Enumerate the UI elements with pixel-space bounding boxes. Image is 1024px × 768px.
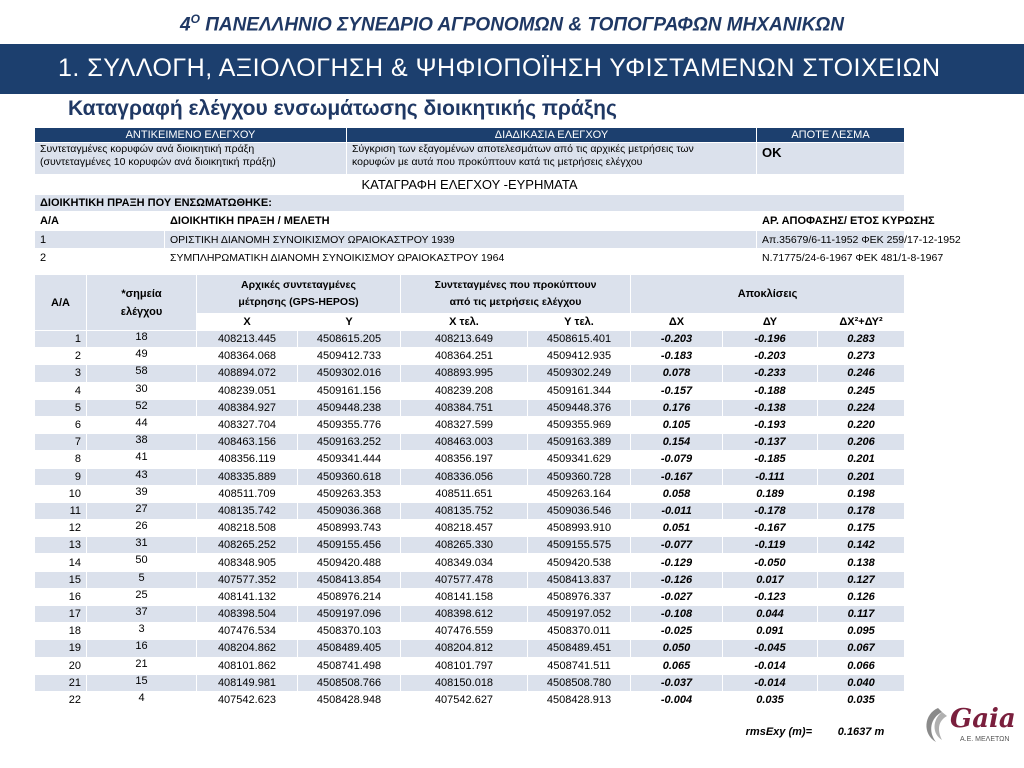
cell-x-final: 408218.457 — [401, 520, 528, 537]
cell-y-final: 4509360.728 — [528, 468, 631, 485]
footer-blank — [401, 709, 528, 739]
point-row — [35, 674, 905, 691]
cell-aa: 9 — [35, 468, 87, 485]
header-dx: ΔΧ — [631, 314, 723, 331]
cell-dy: -0.203 — [723, 348, 818, 365]
cell-aa: 12 — [35, 520, 87, 537]
cell-dxy: 0.067 — [818, 640, 905, 657]
col-header-object: ΑΝΤΙΚΕΙΜΕΝΟ ΕΛΕΓΧΟΥ — [35, 128, 347, 143]
cell-x: 408218.508 — [197, 520, 298, 537]
cell-x: 408463.156 — [197, 434, 298, 451]
company-logo — [920, 700, 1020, 750]
cell-dxy: 0.142 — [818, 537, 905, 554]
cell-dxy: 0.117 — [818, 606, 905, 623]
cell-x-final: 408384.751 — [401, 399, 528, 416]
cell-dxy: 0.175 — [818, 520, 905, 537]
header-original-coords: Αρχικές συντεταγμένες μέτρησης (GPS-HEPOS) — [197, 275, 401, 314]
cell-x: 408265.252 — [197, 537, 298, 554]
cell-dy: 0.189 — [723, 485, 818, 502]
cell-dy: -0.138 — [723, 399, 818, 416]
cell-aa: 18 — [35, 623, 87, 640]
cell-y-final: 4509412.935 — [528, 348, 631, 365]
cell-y-final: 4509420.538 — [528, 554, 631, 571]
cell-point: 50 — [87, 554, 197, 571]
cell-dy: -0.014 — [723, 657, 818, 674]
cell-x-final: 407476.559 — [401, 623, 528, 640]
cell-x: 408141.132 — [197, 588, 298, 605]
col-header-procedure: ΔΙΑΔΙΚΑΣΙΑ ΕΛΕΓΧΟΥ — [347, 128, 757, 143]
point-row — [35, 623, 905, 640]
cell-aa: 11 — [35, 502, 87, 519]
cell-point: 4 — [87, 691, 197, 708]
cell-y-final: 4508428.913 — [528, 691, 631, 708]
header-deviations: Αποκλίσεις — [631, 275, 905, 314]
check-object: Συντεταγμένες κορυφών ανά διοικητική πράξη (συντεταγμένες 10 κορυφών ανά διοικητική πράξη) — [35, 143, 347, 175]
act-number: 1 — [35, 231, 165, 249]
cell-y-final: 4508993.910 — [528, 520, 631, 537]
point-row — [35, 554, 905, 571]
cell-dy: -0.123 — [723, 588, 818, 605]
cell-dy: -0.050 — [723, 554, 818, 571]
cell-y: 4509161.156 — [298, 382, 401, 399]
cell-dxy: 0.035 — [818, 691, 905, 708]
header-x: Χ — [197, 314, 298, 331]
cell-x-final: 408265.330 — [401, 537, 528, 554]
acts-title: ΔΙΟΙΚΗΤΙΚΗ ΠΡΑΞΗ ΠΟΥ ΕΝΣΩΜΑΤΩΘΗΚΕ: — [35, 195, 905, 212]
cell-y: 4509155.456 — [298, 537, 401, 554]
control-points-table — [34, 274, 905, 739]
header-y: Υ — [298, 314, 401, 331]
cell-dxy: 0.178 — [818, 502, 905, 519]
cell-aa: 16 — [35, 588, 87, 605]
cell-y: 4509302.016 — [298, 365, 401, 382]
cell-point: 43 — [87, 468, 197, 485]
cell-dxy: 0.206 — [818, 434, 905, 451]
cell-dxy: 0.273 — [818, 348, 905, 365]
cell-y-final: 4509155.575 — [528, 537, 631, 554]
footer-blank — [528, 709, 631, 739]
cell-aa: 19 — [35, 640, 87, 657]
acts-header-decision: ΑΡ. ΑΠΟΦΑΣΗΣ/ ΕΤΟΣ ΚΥΡΩΣΗΣ — [757, 212, 905, 231]
footer-blank — [35, 709, 87, 739]
footer-blank — [197, 709, 298, 739]
point-row — [35, 399, 905, 416]
cell-dxy: 0.201 — [818, 468, 905, 485]
cell-x: 408335.889 — [197, 468, 298, 485]
cell-dxy: 0.198 — [818, 485, 905, 502]
cell-dx: 0.105 — [631, 416, 723, 433]
cell-x: 408213.445 — [197, 331, 298, 348]
cell-y: 4509341.444 — [298, 451, 401, 468]
cell-x: 408384.927 — [197, 399, 298, 416]
rms-value: 0.1637 m — [818, 709, 905, 739]
rms-label: rmsExy (m)= — [631, 709, 818, 739]
cell-aa: 15 — [35, 571, 87, 588]
cell-point: 44 — [87, 416, 197, 433]
conference-title: $4^O$ ΠΑΝΕΛΛΗΝΙΟ ΣΥΝΕΔΡΙΟ ΑΓΡΟΝΟΜΩΝ & ΤΟΠΟΓΡΑΦΩΝ ΜΗΧΑΝΙΚΩΝ — [180, 12, 844, 36]
cell-x-final: 408364.251 — [401, 348, 528, 365]
cell-x-final: 408150.018 — [401, 674, 528, 691]
cell-dx: 0.058 — [631, 485, 723, 502]
cell-y-final: 4508508.780 — [528, 674, 631, 691]
acts-header-name: ΔΙΟΙΚΗΤΙΚΗ ΠΡΑΞΗ / ΜΕΛΕΤΗ — [165, 212, 757, 231]
cell-y-final: 4508976.337 — [528, 588, 631, 605]
cell-y: 4508489.405 — [298, 640, 401, 657]
cell-x: 408511.709 — [197, 485, 298, 502]
cell-x: 407476.534 — [197, 623, 298, 640]
cell-dy: 0.091 — [723, 623, 818, 640]
footer-blank — [298, 709, 401, 739]
cell-point: 58 — [87, 365, 197, 382]
acts-header-aa: Α/Α — [35, 212, 165, 231]
point-row — [35, 606, 905, 623]
cell-dxy: 0.138 — [818, 554, 905, 571]
cell-y: 4509360.618 — [298, 468, 401, 485]
logo-subtext: Α.Ε. ΜΕΛΕΤΩΝ — [960, 736, 1010, 743]
header-control-point: *σημεία ελέγχου — [87, 275, 197, 331]
act-number: 2 — [35, 249, 165, 267]
cell-x: 408101.862 — [197, 657, 298, 674]
cell-aa: 8 — [35, 451, 87, 468]
cell-aa: 3 — [35, 365, 87, 382]
cell-x-final: 407577.478 — [401, 571, 528, 588]
cell-x-final: 408511.651 — [401, 485, 528, 502]
cell-y: 4509163.252 — [298, 434, 401, 451]
cell-x-final: 408101.797 — [401, 657, 528, 674]
cell-dx: -0.004 — [631, 691, 723, 708]
cell-x: 408327.704 — [197, 416, 298, 433]
cell-point: 25 — [87, 588, 197, 605]
cell-y: 4508413.854 — [298, 571, 401, 588]
cell-dx: -0.079 — [631, 451, 723, 468]
cell-dx: -0.129 — [631, 554, 723, 571]
cell-y-final: 4509197.052 — [528, 606, 631, 623]
point-row — [35, 588, 905, 605]
header-aa: Α/Α — [35, 275, 87, 331]
point-row — [35, 520, 905, 537]
point-row — [35, 485, 905, 502]
cell-dy: -0.185 — [723, 451, 818, 468]
cell-dx: -0.183 — [631, 348, 723, 365]
cell-dy: -0.167 — [723, 520, 818, 537]
cell-point: 37 — [87, 606, 197, 623]
cell-x: 408398.504 — [197, 606, 298, 623]
cell-dy: -0.045 — [723, 640, 818, 657]
cell-y: 4509420.488 — [298, 554, 401, 571]
cell-dxy: 0.245 — [818, 382, 905, 399]
findings-title: ΚΑΤΑΓΡΑΦΗ ΕΛΕΓΧΟΥ -ΕΥΡΗΜΑΤΑ — [35, 175, 905, 195]
cell-dxy: 0.224 — [818, 399, 905, 416]
cell-x-final: 407542.627 — [401, 691, 528, 708]
cell-point: 16 — [87, 640, 197, 657]
cell-x-final: 408135.752 — [401, 502, 528, 519]
cell-y: 4508428.948 — [298, 691, 401, 708]
cell-y: 4509412.733 — [298, 348, 401, 365]
cell-x-final: 408356.197 — [401, 451, 528, 468]
cell-y-final: 4509341.629 — [528, 451, 631, 468]
cell-x: 408204.862 — [197, 640, 298, 657]
cell-point: 30 — [87, 382, 197, 399]
cell-y-final: 4509163.389 — [528, 434, 631, 451]
point-row — [35, 657, 905, 674]
cell-point: 52 — [87, 399, 197, 416]
cell-dx: -0.203 — [631, 331, 723, 348]
cell-y-final: 4509448.376 — [528, 399, 631, 416]
cell-dx: 0.065 — [631, 657, 723, 674]
cell-point: 38 — [87, 434, 197, 451]
logo-name: Gaia — [950, 704, 1016, 734]
cell-aa: 22 — [35, 691, 87, 708]
cell-y-final: 4509302.249 — [528, 365, 631, 382]
cell-y-final: 4508615.401 — [528, 331, 631, 348]
cell-dxy: 0.066 — [818, 657, 905, 674]
cell-y: 4508993.743 — [298, 520, 401, 537]
cell-y: 4508741.498 — [298, 657, 401, 674]
cell-point: 41 — [87, 451, 197, 468]
header-control-coords: Συντεταγμένες που προκύπτουν από τις μετρήσεις ελέγχου — [401, 275, 631, 314]
cell-aa: 13 — [35, 537, 87, 554]
cell-dxy: 0.201 — [818, 451, 905, 468]
cell-y-final: 4508489.451 — [528, 640, 631, 657]
cell-y: 4508976.214 — [298, 588, 401, 605]
cell-dx: 0.154 — [631, 434, 723, 451]
point-row — [35, 382, 905, 399]
cell-y: 4509263.353 — [298, 485, 401, 502]
cell-x: 408135.742 — [197, 502, 298, 519]
cell-dx: -0.037 — [631, 674, 723, 691]
point-row — [35, 416, 905, 433]
cell-y-final: 4508413.837 — [528, 571, 631, 588]
cell-y: 4509448.238 — [298, 399, 401, 416]
cell-dx: 0.051 — [631, 520, 723, 537]
section-title: 1. ΣΥΛΛΟΓΗ, ΑΞΙΟΛΟΓΗΣΗ & ΨΗΦΙΟΠΟΪΗΣΗ ΥΦΙΣΤΑΜΕΝΩΝ ΣΤΟΙΧΕΙΩΝ — [58, 54, 941, 82]
cell-dy: 0.035 — [723, 691, 818, 708]
act-name: ΟΡΙΣΤΙΚΗ ΔΙΑΝΟΜΗ ΣΥΝΟΙΚΙΣΜΟΥ ΩΡΑΙΟΚΑΣΤΡΟΥ 1939 — [165, 231, 757, 249]
cell-point: 31 — [87, 537, 197, 554]
cell-dy: -0.119 — [723, 537, 818, 554]
cell-y: 4509036.368 — [298, 502, 401, 519]
cell-aa: 6 — [35, 416, 87, 433]
cell-dy: 0.017 — [723, 571, 818, 588]
cell-aa: 4 — [35, 382, 87, 399]
cell-dxy: 0.126 — [818, 588, 905, 605]
cell-x-final: 408893.995 — [401, 365, 528, 382]
page-subtitle: Καταγραφή ελέγχου ενσωμάτωσης διοικητικής πράξης — [68, 97, 617, 120]
check-summary-table — [34, 127, 961, 267]
cell-aa: 10 — [35, 485, 87, 502]
cell-dy: -0.196 — [723, 331, 818, 348]
cell-point: 49 — [87, 348, 197, 365]
cell-point: 5 — [87, 571, 197, 588]
cell-x-final: 408398.612 — [401, 606, 528, 623]
cell-dx: -0.077 — [631, 537, 723, 554]
cell-aa: 2 — [35, 348, 87, 365]
cell-dxy: 0.283 — [818, 331, 905, 348]
cell-x: 408364.068 — [197, 348, 298, 365]
point-row — [35, 571, 905, 588]
cell-point: 21 — [87, 657, 197, 674]
header-dy: ΔΥ — [723, 314, 818, 331]
cell-y-final: 4509355.969 — [528, 416, 631, 433]
point-row — [35, 640, 905, 657]
cell-point: 26 — [87, 520, 197, 537]
cell-dy: -0.233 — [723, 365, 818, 382]
cell-x: 408239.051 — [197, 382, 298, 399]
cell-x: 408149.981 — [197, 674, 298, 691]
section-banner — [0, 44, 1024, 94]
cell-aa: 5 — [35, 399, 87, 416]
footer-blank — [87, 709, 197, 739]
cell-y-final: 4509161.344 — [528, 382, 631, 399]
cell-x-final: 408204.812 — [401, 640, 528, 657]
cell-dy: -0.178 — [723, 502, 818, 519]
cell-dxy: 0.127 — [818, 571, 905, 588]
cell-dx: -0.126 — [631, 571, 723, 588]
check-result: ΟΚ — [757, 143, 905, 175]
cell-x-final: 408463.003 — [401, 434, 528, 451]
cell-y-final: 4509263.164 — [528, 485, 631, 502]
cell-y: 4508370.103 — [298, 623, 401, 640]
point-row — [35, 331, 905, 348]
cell-dx: -0.025 — [631, 623, 723, 640]
col-header-result: ΑΠΟΤΕ ΛΕΣΜΑ — [757, 128, 905, 143]
cell-x: 408356.119 — [197, 451, 298, 468]
cell-y-final: 4508741.511 — [528, 657, 631, 674]
cell-dy: -0.188 — [723, 382, 818, 399]
act-name: ΣΥΜΠΛΗΡΩΜΑΤΙΚΗ ΔΙΑΝΟΜΗ ΣΥΝΟΙΚΙΣΜΟΥ ΩΡΑΙΟΚΑΣΤΡΟΥ 1964 — [165, 249, 757, 267]
cell-x: 408894.072 — [197, 365, 298, 382]
cell-x-final: 408327.599 — [401, 416, 528, 433]
cell-y: 4509197.096 — [298, 606, 401, 623]
point-row — [35, 451, 905, 468]
point-row — [35, 502, 905, 519]
cell-dy: 0.044 — [723, 606, 818, 623]
header-x-final: Χ τελ. — [401, 314, 528, 331]
point-row — [35, 434, 905, 451]
header-y-final: Υ τελ. — [528, 314, 631, 331]
cell-dx: -0.011 — [631, 502, 723, 519]
cell-aa: 21 — [35, 674, 87, 691]
cell-x-final: 408213.649 — [401, 331, 528, 348]
cell-x-final: 408239.208 — [401, 382, 528, 399]
cell-x: 407542.623 — [197, 691, 298, 708]
cell-point: 3 — [87, 623, 197, 640]
cell-y: 4508615.205 — [298, 331, 401, 348]
cell-aa: 20 — [35, 657, 87, 674]
cell-dy: -0.137 — [723, 434, 818, 451]
act-decision: Απ.35679/6-11-1952 ΦΕΚ 259/17-12-1952 — [757, 231, 905, 249]
cell-dx: -0.108 — [631, 606, 723, 623]
cell-x: 407577.352 — [197, 571, 298, 588]
cell-dxy: 0.246 — [818, 365, 905, 382]
cell-y: 4508508.766 — [298, 674, 401, 691]
cell-dx: -0.157 — [631, 382, 723, 399]
point-row — [35, 365, 905, 382]
cell-dx: 0.050 — [631, 640, 723, 657]
cell-x: 408348.905 — [197, 554, 298, 571]
cell-x-final: 408349.034 — [401, 554, 528, 571]
cell-y-final: 4509036.546 — [528, 502, 631, 519]
points-body — [35, 331, 905, 709]
cell-dy: -0.014 — [723, 674, 818, 691]
cell-point: 15 — [87, 674, 197, 691]
cell-y-final: 4508370.011 — [528, 623, 631, 640]
check-procedure: Σύγκριση των εξαγομένων αποτελεσμάτων από τις αρχικές μετρήσεις των κορυφών με αυτά που προκύπτουν κατά τις μετρήσεις ελέγχου — [347, 143, 757, 175]
cell-aa: 1 — [35, 331, 87, 348]
cell-aa: 7 — [35, 434, 87, 451]
cell-x-final: 408336.056 — [401, 468, 528, 485]
cell-point: 27 — [87, 502, 197, 519]
header-dxy: ΔΧ²+ΔΥ² — [818, 314, 905, 331]
act-decision: Ν.71775/24-6-1967 ΦΕΚ 481/1-8-1967 — [757, 249, 905, 267]
cell-dxy: 0.040 — [818, 674, 905, 691]
cell-point: 39 — [87, 485, 197, 502]
cell-aa: 14 — [35, 554, 87, 571]
cell-dxy: 0.095 — [818, 623, 905, 640]
cell-dx: 0.176 — [631, 399, 723, 416]
point-row — [35, 468, 905, 485]
cell-dy: -0.111 — [723, 468, 818, 485]
cell-dx: -0.167 — [631, 468, 723, 485]
cell-dxy: 0.220 — [818, 416, 905, 433]
cell-dx: -0.027 — [631, 588, 723, 605]
cell-aa: 17 — [35, 606, 87, 623]
cell-x-final: 408141.158 — [401, 588, 528, 605]
cell-dy: -0.193 — [723, 416, 818, 433]
point-row — [35, 537, 905, 554]
cell-y: 4509355.776 — [298, 416, 401, 433]
cell-dx: 0.078 — [631, 365, 723, 382]
cell-point: 18 — [87, 331, 197, 348]
point-row — [35, 691, 905, 708]
point-row — [35, 348, 905, 365]
